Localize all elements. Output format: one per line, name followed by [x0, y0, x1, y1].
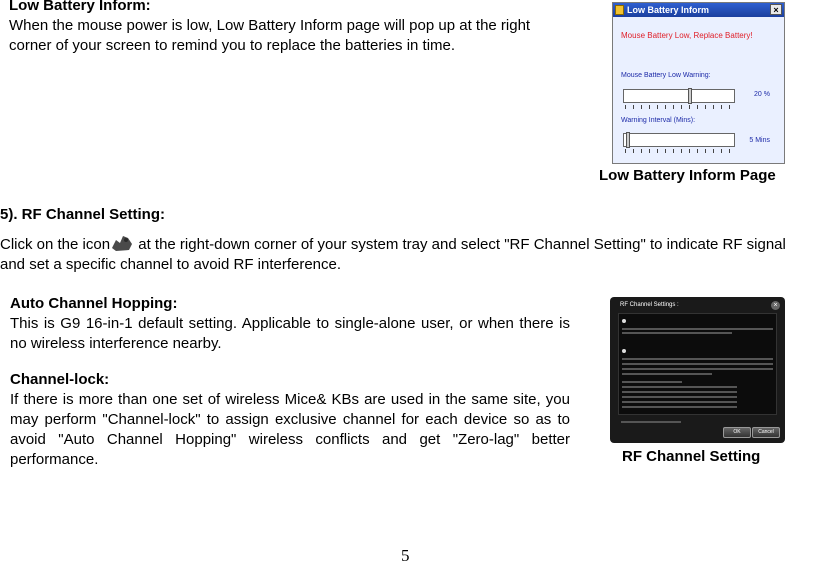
- text-line: [622, 332, 732, 334]
- text-line: [622, 386, 737, 388]
- battery-warning-ticks: [625, 105, 733, 109]
- text-line: [622, 368, 773, 370]
- cancel-button[interactable]: Cancel: [752, 427, 780, 438]
- auto-hopping-heading: Auto Channel Hopping:: [10, 295, 178, 312]
- text-line: [622, 363, 773, 365]
- rf-setting-heading: 5). RF Channel Setting:: [0, 206, 165, 223]
- battery-icon: [615, 5, 624, 15]
- channel-lock-heading: Channel-lock:: [10, 371, 110, 388]
- text-line: [622, 406, 737, 408]
- warning-interval-value: 5 Mins: [749, 137, 770, 144]
- low-battery-window-title: Low Battery Inform: [627, 5, 710, 15]
- low-battery-heading: Low Battery Inform:: [9, 0, 151, 14]
- low-battery-window-titlebar: [613, 3, 784, 17]
- warning-interval-slider[interactable]: [623, 133, 735, 147]
- battery-warning-text: Mouse Battery Low, Replace Battery!: [621, 31, 753, 40]
- warning-interval-ticks: [625, 149, 733, 153]
- ok-button[interactable]: OK: [723, 427, 751, 438]
- channel-lock-option[interactable]: [622, 348, 628, 353]
- rf-channel-caption: RF Channel Setting: [622, 448, 761, 465]
- tray-icon: [110, 234, 134, 252]
- rf-setting-text-after: at the right-down corner of your system tray and select "RF Channel Setting" to indicate RF signal and set a specific channel to avoid RF interference.: [0, 236, 786, 273]
- battery-low-warning-label: Mouse Battery Low Warning:: [621, 72, 711, 79]
- text-line: [622, 373, 712, 375]
- text-line: [622, 401, 737, 403]
- warning-interval-label: Warning Interval (Mins):: [621, 117, 696, 124]
- rf-setting-text-before: Click on the icon: [0, 236, 111, 253]
- rf-window-title: RF Channel Settings :: [620, 302, 679, 308]
- current-channel-line: [621, 421, 681, 423]
- radio-icon: [622, 319, 626, 323]
- close-icon[interactable]: ×: [770, 4, 782, 15]
- text-line: [622, 396, 737, 398]
- text-line: [622, 381, 682, 383]
- low-battery-text: When the mouse power is low, Low Battery Inform page will pop up at the right corner of your screen to remind you to replace the batteries in time.: [9, 17, 531, 54]
- text-line: [622, 328, 773, 330]
- auto-hopping-text: This is G9 16-in-1 default setting. Applicable to single-alone user, or when there is no wireless interference nearby.: [10, 315, 570, 352]
- text-line: [622, 391, 737, 393]
- channel-lock-text: If there is more than one set of wireless Mice& KBs are used in the same site, you may perform "Channel-lock" to assign exclusive channel for each device so as to avoid "Auto Channel Hopping" wireless conflicts and get "Zero-lag" better performance.: [10, 391, 570, 468]
- rf-channel-window: [610, 297, 785, 443]
- auto-hopping-option[interactable]: [622, 318, 628, 323]
- low-battery-caption: Low Battery Inform Page: [599, 167, 776, 184]
- warning-interval-slider-thumb[interactable]: [626, 132, 630, 148]
- page-number: 5: [401, 546, 410, 565]
- battery-warning-slider-thumb[interactable]: [688, 88, 692, 104]
- battery-warning-value: 20 %: [754, 91, 770, 98]
- text-line: [622, 358, 773, 360]
- low-battery-window-body: [613, 17, 784, 163]
- radio-icon: [622, 349, 626, 353]
- low-battery-window: [612, 2, 785, 164]
- battery-warning-slider[interactable]: [623, 89, 735, 103]
- close-icon[interactable]: ×: [771, 301, 780, 310]
- rf-setting-text: [0, 234, 812, 275]
- rf-window-panel: [618, 313, 777, 415]
